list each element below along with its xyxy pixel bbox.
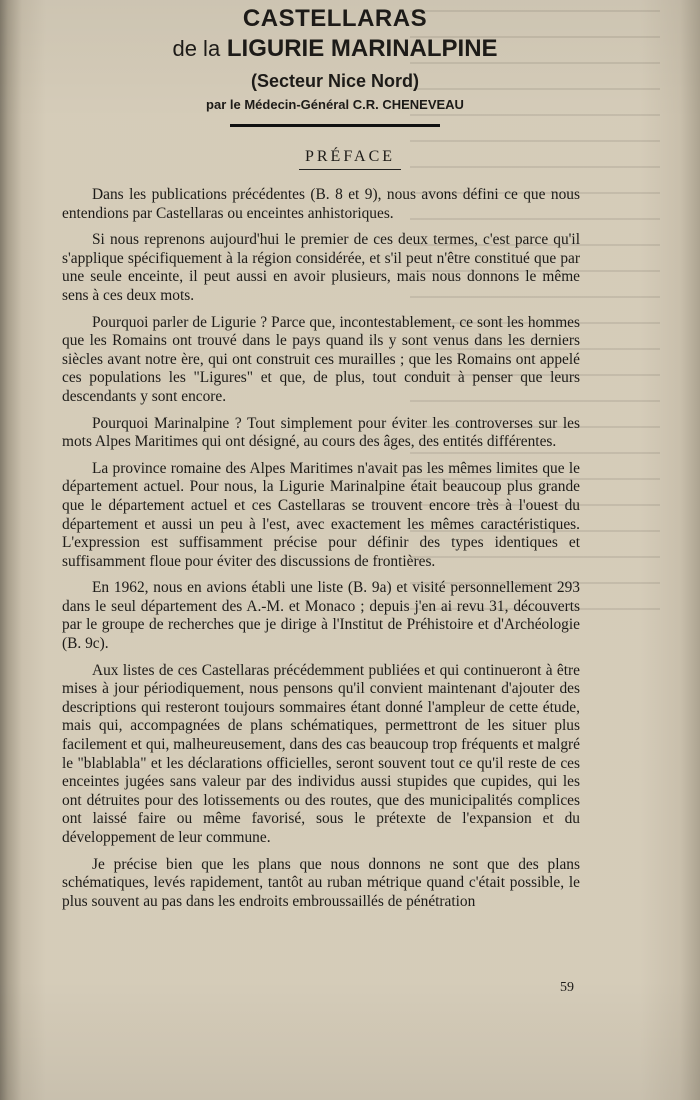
paragraph: Pourquoi Marinalpine ? Tout simplement pour éviter les controverses sur les mots Alpes Maritimes qui ont désigné, au cours des âges, des entités différentes. xyxy=(62,414,580,451)
page-number: 59 xyxy=(560,980,574,995)
header-rule xyxy=(230,124,440,127)
article-author: par le Médecin-Général C.R. CHENEVEAU xyxy=(206,97,464,112)
title-main: LIGURIE MARINALPINE xyxy=(226,35,498,62)
paragraph: La province romaine des Alpes Maritimes n'avait pas les mêmes limites que le département actuel. Pour nous, la Ligurie Marinalpine était beaucoup plus grande que le département actuel et ces Castellaras se trouvent encore très à l'ouest du département et aussi un peu à l'est, avec exactement les mêmes caractéristiques. L'expression est suffisamment précise pour définir des types identiques et suffisamment floue pour éviter des discussions de frontières. xyxy=(62,459,580,570)
paragraph: Je précise bien que les plans que nous donnons ne sont que des plans schématiques, levés rapidement, tantôt au ruban métrique quand c'était possible, le plus souvent au pas dans les endroits embroussaillés de pénétration xyxy=(62,855,580,910)
paragraph: Pourquoi parler de Ligurie ? Parce que, incontestablement, ce sont les hommes que les Romains ont trouvé dans le pays quand ils y sont venus dans les derniers siècles avant notre ère, qui ont construit ces murailles ; que les Romains ont appelé ces populations les "Ligures" et que, de plus, tout conduit à penser que leurs descendants y sont encore. xyxy=(62,313,580,405)
section-heading xyxy=(0,148,700,170)
title-prefix: de la xyxy=(172,36,221,61)
paragraph: Si nous reprenons aujourd'hui le premier de ces deux termes, c'est parce qu'il s'applique spécifiquement à la région considérée, et s'il peut n'être constitué que par une seule enceinte, il peut aussi en avoir plusieurs, mais nous donnons le même sens à ces deux mots. xyxy=(62,231,580,304)
paragraph: Aux listes de ces Castellaras précédemment publiées et qui continueront à être mises à jour périodiquement, nous pensons qu'il convient maintenant d'ajouter des descriptions qui resteront toujours sommaires étant donné l'ampleur de cette étude, mais qui, accompagnées de plans schématiques, permettront de les situer plus facilement et qui, malheureusement, dans des cas beaucoup trop fréquents et malgré le "blablabla" et les déclarations officielles, seront souvent tout ce qu'il reste de ces enceintes jugées sans valeur par des individus aussi stupides que cupides, qui les ont détruites pour des lotissements ou des routes, que des municipalités complices ont laissé faire ou même favorisé, sous le prétexte de l'expansion et du développement de leur commune. xyxy=(62,661,580,846)
article-title-line2 xyxy=(120,34,550,64)
preface-title: PRÉFACE xyxy=(299,148,401,170)
article-subtitle: (Secteur Nice Nord) xyxy=(250,71,420,91)
paragraph: Dans les publications précédentes (B. 8 et 9), nous avons défini ce que nous entendions par Castellaras ou enceintes anhistoriques. xyxy=(62,186,580,222)
article-body xyxy=(62,186,580,919)
article-title: CASTELLARAS xyxy=(242,5,428,32)
article-header xyxy=(120,4,550,127)
paragraph: En 1962, nous en avions établi une liste (B. 9a) et visité personnellement 293 dans le seul département des A.-M. et Monaco ; depuis j'en ai revu 31, découverts par le groupe de recherches que je dirige à l'Institut de Préhistoire et d'Archéologie (B. 9c). xyxy=(62,579,580,653)
